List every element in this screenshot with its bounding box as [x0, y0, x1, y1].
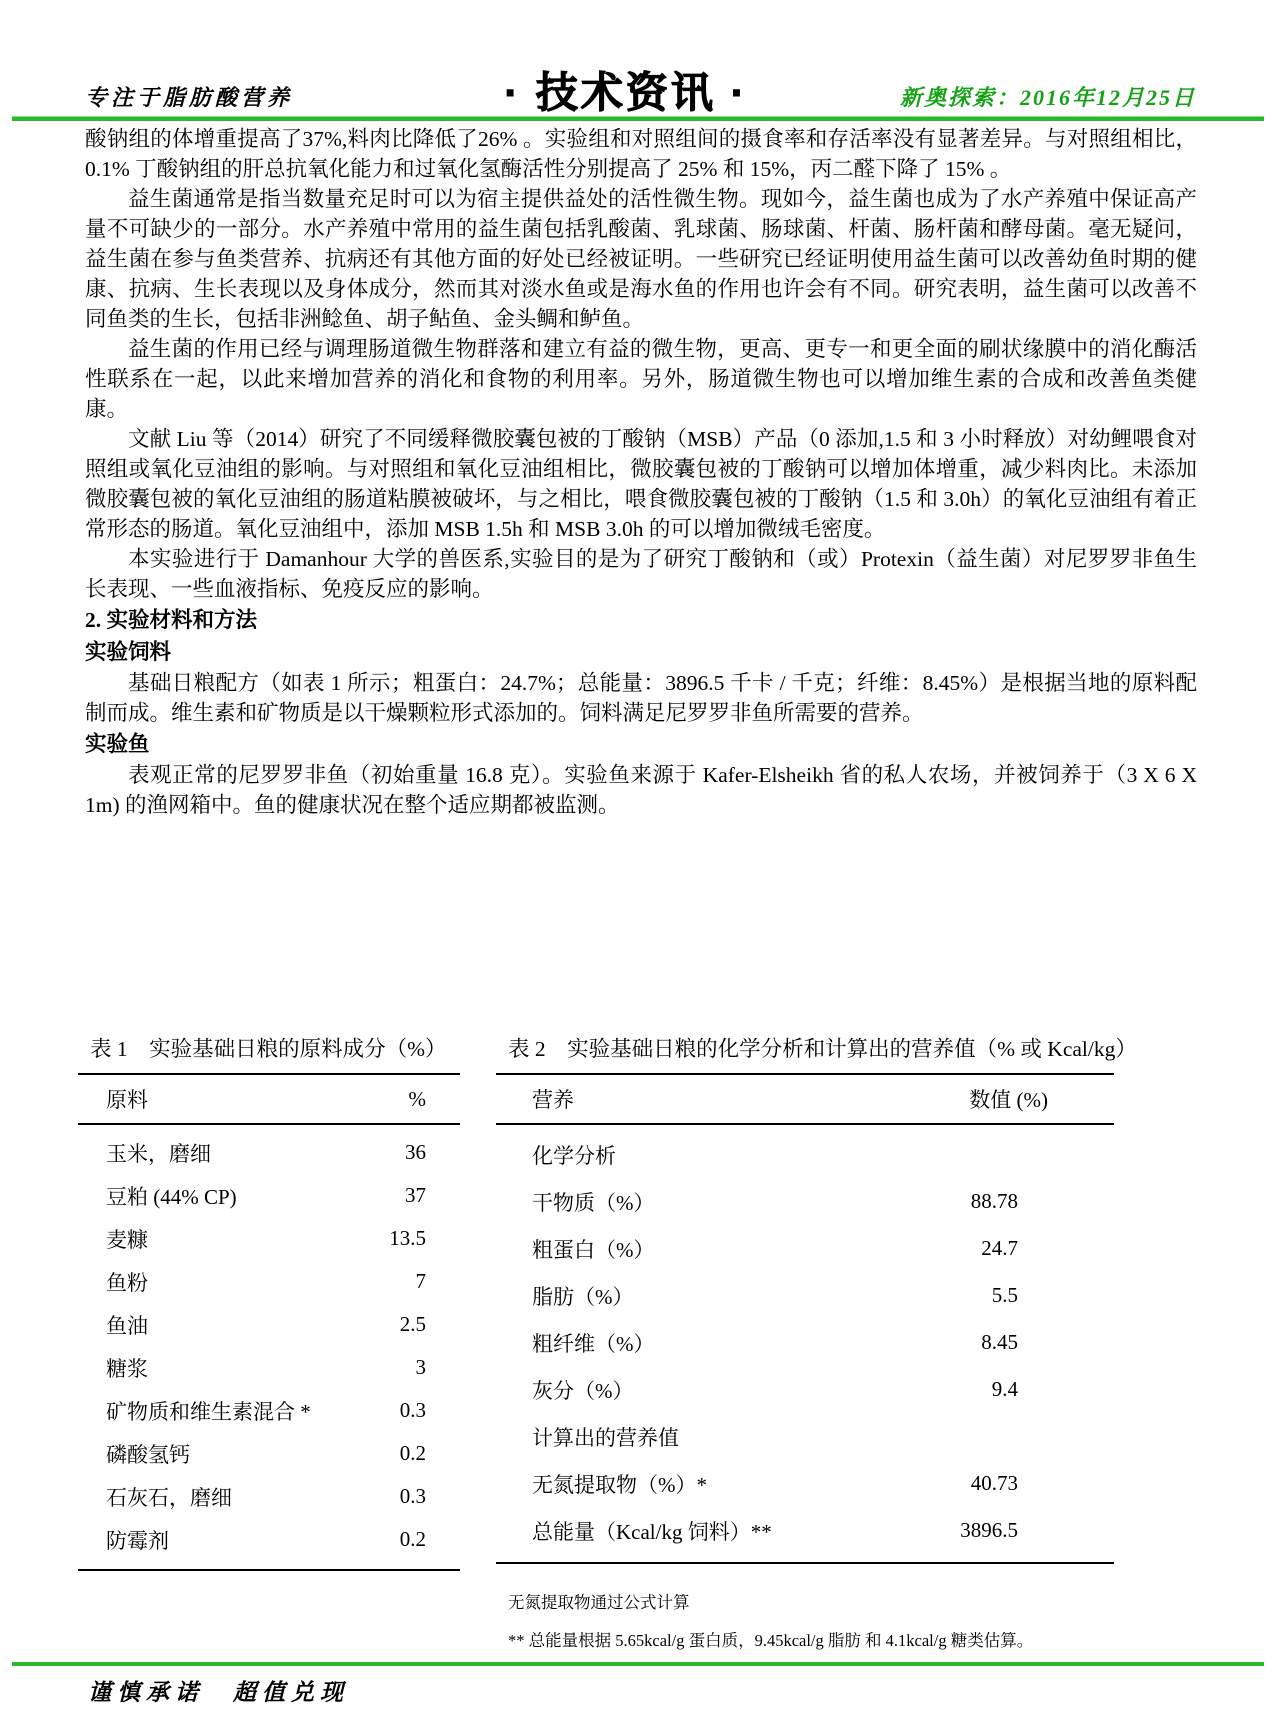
paragraph-1: 酸钠组的体增重提高了37%,料肉比降低了26% 。实验组和对照组间的摄食率和存活率没有显著差异。与对照组相比，0.1% 丁酸钠组的肝总抗氧化能力和过氧化氢酶活性分别提高了 25% 和 15%，丙二醛下降了 15% 。 — [85, 127, 1197, 181]
table-row — [496, 1272, 1114, 1319]
subheading-feed: 实验饲料 — [85, 640, 172, 664]
page-title: · 技术资讯 · — [504, 69, 748, 116]
cell-value: 0.2 — [399, 1441, 426, 1465]
table-2-footnotes — [496, 1564, 1114, 1660]
footer-divider — [12, 1662, 1264, 1666]
cell-label: 干物质（%） — [532, 1190, 655, 1215]
table-row — [78, 1389, 460, 1432]
table-row — [496, 1507, 1114, 1554]
page-header — [85, 66, 1196, 116]
cell-label: 鱼油 — [106, 1313, 148, 1338]
table-row — [78, 1174, 460, 1217]
tables-section — [78, 1028, 1137, 1660]
table-1-col-percent: % — [408, 1086, 426, 1111]
cell-label: 糖浆 — [106, 1356, 148, 1381]
section-heading-methods: 2. 实验材料和方法 — [85, 608, 258, 632]
cell-value: 24.7 — [981, 1236, 1018, 1260]
table-1-ingredients — [78, 1028, 460, 1571]
table-row — [496, 1413, 1114, 1460]
cell-label: 粗纤维（%） — [532, 1331, 655, 1356]
cell-label: 计算出的营养值 — [532, 1425, 679, 1450]
table-row — [496, 1178, 1114, 1225]
paragraph-7: 表观正常的尼罗罗非鱼（初始重量 16.8 克）。实验鱼来源于 Kafer-Elsheikh 省的私人农场，并被饲养于（3 X 6 X 1m) 的渔网箱中。鱼的健康状况在整个适应期都被监测。 — [85, 763, 1197, 817]
table-1-title: 表 1 实验基础日粮的原料成分（%） — [90, 1037, 447, 1061]
footer-slogan: 谨慎承诺 超值兑现 — [88, 1680, 349, 1705]
table-row — [78, 1217, 460, 1260]
cell-value: 8.45 — [981, 1330, 1018, 1354]
header-date: 新奥探索：2016年12月25日 — [899, 85, 1196, 110]
cell-value: 2.5 — [399, 1312, 426, 1336]
table-2-header-row — [496, 1073, 1114, 1125]
paragraph-3: 益生菌的作用已经与调理肠道微生物群落和建立有益的微生物，更高、更专一和更全面的刷状缘膜中的消化酶活性联系在一起，以此来增加营养的消化和食物的利用率。另外，肠道微生物也可以增加维生素的合成和改善鱼类健康。 — [85, 337, 1197, 421]
table-row — [78, 1131, 460, 1174]
article-body — [85, 124, 1197, 820]
table-row — [78, 1303, 460, 1346]
cell-label: 总能量（Kcal/kg 饲料）** — [532, 1519, 772, 1544]
header-divider — [12, 116, 1264, 121]
paragraph-4: 文献 Liu 等（2014）研究了不同缓释微胶囊包被的丁酸钠（MSB）产品（0 添加,1.5 和 3 小时释放）对幼鲤喂食对照组或氧化豆油组的影响。与对照组和氧化豆油组相比，微胶囊包被的丁酸钠可以增加体增重，减少料肉比。未添加微胶囊包被的氧化豆油组的肠道粘膜被破坏，与之相比，喂食微胶囊包被的丁酸钠（1.5 和 3.0h）的氧化豆油组有着正常形态的肠道。氧化豆油组中，添加 MSB 1.5h 和 MSB 3.0h 的可以增加微绒毛密度。 — [85, 427, 1197, 541]
table-1-col-ingredient: 原料 — [106, 1088, 148, 1112]
table-row — [496, 1460, 1114, 1507]
cell-value: 7 — [415, 1269, 426, 1293]
table-row — [78, 1518, 460, 1561]
cell-label: 麦糠 — [106, 1227, 148, 1252]
cell-value: 5.5 — [991, 1283, 1018, 1307]
cell-value: 0.3 — [399, 1484, 426, 1508]
cell-label: 鱼粉 — [106, 1270, 148, 1295]
table-1-body — [78, 1125, 460, 1571]
cell-value: 37 — [405, 1183, 426, 1207]
cell-value: 0.3 — [399, 1398, 426, 1422]
paragraph-6: 基础日粮配方（如表 1 所示；粗蛋白：24.7%；总能量：3896.5 千卡 / 千克；纤维：8.45%）是根据当地的原料配制而成。维生素和矿物质是以干燥颗粒形式添加的。饲料满足尼罗罗非鱼所需要的营养。 — [85, 671, 1197, 725]
table-row — [496, 1366, 1114, 1413]
table-2-title: 表 2 实验基础日粮的化学分析和计算出的营养值（% 或 Kcal/kg） — [508, 1037, 1137, 1061]
cell-label: 粗蛋白（%） — [532, 1237, 655, 1262]
cell-value: 13.5 — [389, 1226, 426, 1250]
table-row — [78, 1432, 460, 1475]
table-2-body — [496, 1125, 1114, 1564]
header-left-slogan: 专注于脂肪酸营养 — [85, 85, 294, 110]
table-row — [496, 1225, 1114, 1272]
cell-label: 玉米，磨细 — [106, 1141, 211, 1166]
table-2-nutrients — [496, 1028, 1137, 1660]
cell-label: 豆粕 (44% CP) — [106, 1184, 237, 1209]
table-row — [496, 1319, 1114, 1366]
cell-label: 矿物质和维生素混合 * — [106, 1399, 311, 1424]
table-2-footnote-1: 无氮提取物通过公式计算 — [508, 1593, 690, 1612]
table-row — [78, 1346, 460, 1389]
cell-value: 3896.5 — [960, 1518, 1018, 1542]
cell-label: 化学分析 — [532, 1143, 616, 1168]
cell-label: 石灰石，磨细 — [106, 1485, 232, 1510]
cell-label: 灰分（%） — [532, 1378, 634, 1403]
cell-value: 3 — [415, 1355, 426, 1379]
cell-value: 36 — [405, 1140, 426, 1164]
cell-label: 脂肪（%） — [532, 1284, 634, 1309]
cell-value: 88.78 — [970, 1189, 1018, 1213]
table-row — [78, 1475, 460, 1518]
cell-label: 无氮提取物（%）* — [532, 1472, 707, 1497]
table-2-col-value: 数值 (%) — [969, 1088, 1048, 1112]
paragraph-5: 本实验进行于 Damanhour 大学的兽医系,实验目的是为了研究丁酸钠和（或）Protexin（益生菌）对尼罗罗非鱼生长表现、一些血液指标、免疫反应的影响。 — [85, 547, 1197, 601]
table-row — [78, 1260, 460, 1303]
table-1-header-row — [78, 1073, 460, 1125]
cell-value: 40.73 — [970, 1471, 1018, 1495]
subheading-fish: 实验鱼 — [85, 732, 150, 756]
table-2-col-nutrient: 营养 — [532, 1088, 574, 1112]
table-2-footnote-2: ** 总能量根据 5.65kcal/g 蛋白质，9.45kcal/g 脂肪 和 4.1kcal/g 糖类估算。 — [508, 1631, 1034, 1650]
table-row — [496, 1131, 1114, 1178]
cell-value: 9.4 — [991, 1377, 1018, 1401]
cell-label: 防霉剂 — [106, 1528, 169, 1553]
cell-value: 0.2 — [399, 1527, 426, 1551]
paragraph-2: 益生菌通常是指当数量充足时可以为宿主提供益处的活性微生物。现如今，益生菌也成为了水产养殖中保证高产量不可缺少的一部分。水产养殖中常用的益生菌包括乳酸菌、乳球菌、肠球菌、杆菌、肠杆菌和酵母菌。毫无疑问，益生菌在参与鱼类营养、抗病还有其他方面的好处已经被证明。一些研究已经证明使用益生菌可以改善幼鱼时期的健康、抗病、生长表现以及身体成分，然而其对淡水鱼或是海水鱼的作用也许会有不同。研究表明，益生菌可以改善不同鱼类的生长，包括非洲鲶鱼、胡子鲇鱼、金头鲷和鲈鱼。 — [85, 187, 1197, 331]
cell-label: 磷酸氢钙 — [106, 1442, 190, 1467]
